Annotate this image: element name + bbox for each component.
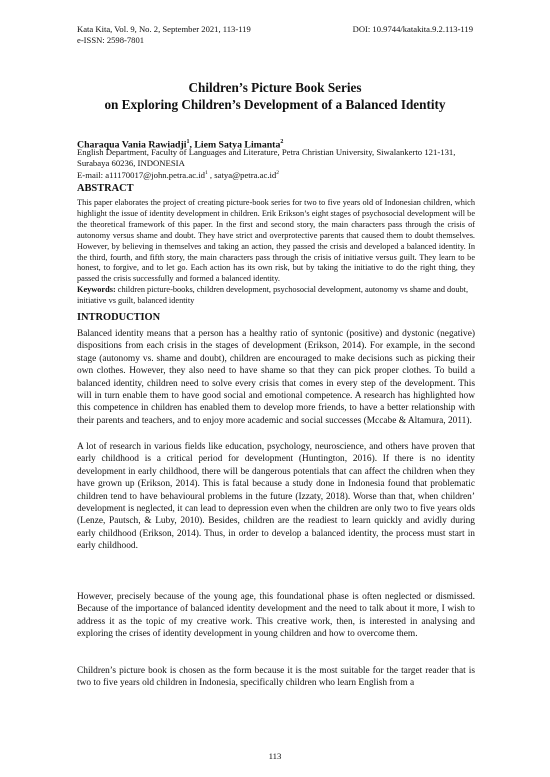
email-1-mark: 1 <box>204 170 208 176</box>
email-2-mark: 2 <box>276 170 280 176</box>
keywords <box>77 285 475 307</box>
author-1: Charaqua Vania Rawiadji <box>77 139 187 151</box>
author-separator: , <box>189 139 195 151</box>
author-2-affil-mark: 2 <box>280 139 284 145</box>
journal-citation: Kata Kita, Vol. 9, No. 2, September 2021, 113-119 <box>77 24 251 34</box>
email-2: , satya@petra.ac.id <box>207 169 277 180</box>
keywords-label: Keywords: <box>77 285 116 294</box>
abstract-text: This paper elaborates the project of creating picture-book series for two to five years old of Indonesian children, which highlight the issue of identity development in children. Erik Erikson’s eight stages of psychosocial development will be the theoretical framework of this paper. In the first and second story, the main characters pass through the crisis of autonomy versus shame and doubt. They have strict and overprotective parents that caused them to doubt themselves. However, by believing in themselves and taking an action, they passed the crisis and developed a balanced identity. In the third, fourth, and fifth story, the main characters pass through the crisis of initiative versus guilt. They learn to be honest, to forgive, and to let go. Each action has its own risk, but by taking the initiative to do the right thing, they passed the crisis successfully and formed a balanced identity. <box>77 198 475 284</box>
email-1: E-mail: a11170017@john.petra.ac.id <box>77 169 205 180</box>
abstract-heading: ABSTRACT <box>77 183 134 194</box>
email-line <box>77 168 475 180</box>
introduction-heading: INTRODUCTION <box>77 312 161 323</box>
author-2: Liem Satya Limanta <box>194 139 281 151</box>
paper-title <box>60 79 490 113</box>
doi: DOI: 10.9744/katakita.9.2.113-119 <box>352 24 473 34</box>
running-header-left <box>77 24 251 46</box>
intro-paragraph-4: Children’s picture book is chosen as the form because it is the most suitable for the target reader that is two to five years old children in Indonesia, specifically children who learn English from a <box>77 666 475 689</box>
title-line-2: on Exploring Children’s Development of a Balanced Identity <box>104 97 446 112</box>
page-number: 113 <box>268 751 282 761</box>
intro-paragraph-2: A lot of research in various fields like education, psychology, neuroscience, and others have proven that early childhood is a critical period for development (Huntington, 2016). If there is no identity development in early childhood, there will be dangerous potentials that can affect the children when they have grown up (Erikson, 2014). This is fatal because a study done in Indonesia found that problematic children tend to have behavioural problems in the future (Izzaty, 2018). Worse than that, when children’ development is neglected, it can lead to depression even when the children are only two to five years olds (Lenze, Pautsch, & Luby, 2010). Besides, children are the readiest to learn quickly and avidly during early childhood (Erikson, 2014). Thus, in order to develop a balanced identity, the process must start in early childhood. <box>77 442 475 552</box>
intro-paragraph-3: However, precisely because of the young age, this foundational phase is often neglected or dismissed. Because of the importance of balanced identity development and the need to talk about it more, I wish to address it as the topic of my creative work. This creative work, then, is interested in analysing and exploring the crises of identity development in young children and how to overcome them. <box>77 592 475 640</box>
title-line-1: Children’s Picture Book Series <box>188 80 362 95</box>
author-1-affil-mark: 1 <box>186 139 190 145</box>
issn: e-ISSN: 2598-7801 <box>77 35 145 45</box>
intro-paragraph-1: Balanced identity means that a person has a healthy ratio of syntonic (positive) and dystonic (negative) dispositions from each crisis in the stages of development (Erikson, 2014). For example, in the second stage (autonomy vs. shame and doubt), children are encouraged to make decisions such as picking their own clothes. However, they also need to have shame so that they can pick proper clothes. To build a balanced identity, children need to solve every crisis that comes in every step of the development. This will in turn enable them to have good social and emotional competence. A research has highlighted how this competence in children has enabled them to develop more friends, to have a better relationship with their parents and teachers, and to enjoy more academic and social successes (Mccabe & Altamura, 2011). <box>77 329 475 426</box>
keywords-list: children picture-books, children development, psychosocial development, autonomy vs shame and doubt, initiative vs guilt, balanced identity <box>77 285 469 305</box>
affiliation: English Department, Faculty of Languages and Literature, Petra Christian University, Siwalankerto 121-131, Surabaya 60236, INDONESIA <box>77 147 456 168</box>
